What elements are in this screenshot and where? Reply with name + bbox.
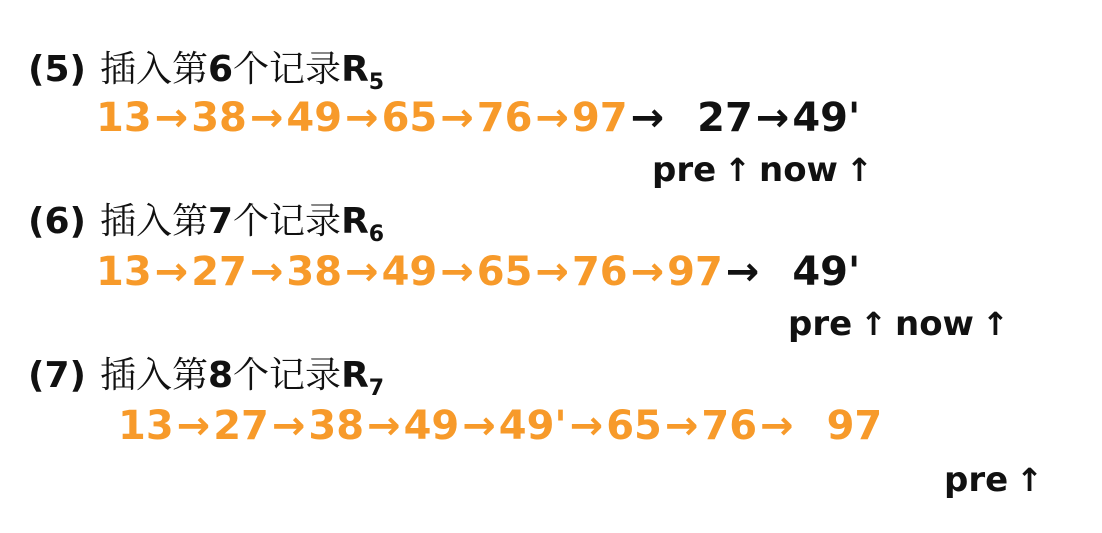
- step-6-label-prefix: 插入第: [99, 201, 208, 242]
- up-arrow-icon: ↑: [1016, 461, 1043, 499]
- step-5-label-num: 6: [207, 49, 234, 90]
- step-6-record: R: [341, 201, 369, 242]
- link-arrow-icon: →: [664, 403, 699, 449]
- list-item: 65: [381, 95, 438, 141]
- up-arrow-icon: ↑: [845, 151, 873, 189]
- list-item: 38: [191, 95, 247, 141]
- up-arrow-icon: ↑: [860, 305, 887, 343]
- link-arrow-icon: →: [725, 249, 760, 295]
- list-item: 13: [118, 403, 174, 449]
- step-5-index: (5): [28, 49, 86, 90]
- step-7-label-suffix: 个记录: [233, 355, 342, 396]
- link-arrow-icon: →: [440, 249, 474, 295]
- list-item: 97: [667, 249, 723, 295]
- step-6-chain: [96, 248, 860, 296]
- link-arrow-icon: →: [176, 403, 211, 449]
- list-item-pending: 27: [697, 95, 753, 141]
- link-arrow-icon: →: [535, 249, 569, 295]
- step-6-index: (6): [28, 201, 86, 242]
- list-item-pending: 49': [792, 249, 861, 295]
- step-6-label-suffix: 个记录: [233, 201, 342, 242]
- list-item: 97: [571, 95, 628, 141]
- list-item: 49: [286, 95, 343, 141]
- list-item: 65: [476, 249, 533, 295]
- step-5-pointers: [652, 150, 881, 190]
- up-arrow-icon: ↑: [981, 305, 1009, 343]
- step-7-label-num: 8: [207, 355, 234, 396]
- list-item: 65: [606, 403, 662, 449]
- pre-pointer-label: pre: [944, 460, 1009, 500]
- link-arrow-icon: →: [462, 403, 496, 449]
- now-pointer-label: now: [894, 304, 974, 344]
- list-item: 38: [308, 403, 365, 449]
- list-item: 76: [476, 95, 533, 141]
- step-5-record: R: [341, 49, 369, 90]
- list-item: 49: [381, 249, 438, 295]
- step-7-pointers: [944, 460, 1051, 500]
- link-arrow-icon: →: [630, 249, 665, 295]
- link-arrow-icon: →: [249, 249, 284, 295]
- step-5-chain: [96, 94, 860, 142]
- step-7-label-prefix: 插入第: [99, 355, 208, 396]
- up-arrow-icon: ↑: [724, 151, 751, 189]
- step-5-record-sub: 5: [368, 70, 385, 95]
- list-item: 76: [571, 249, 628, 295]
- pre-pointer-label: pre: [652, 150, 717, 190]
- link-arrow-icon: →: [271, 403, 306, 449]
- link-arrow-icon: →: [569, 403, 604, 449]
- list-item: 27: [213, 403, 269, 449]
- link-arrow-icon: →: [630, 95, 665, 141]
- list-item: 97: [826, 403, 883, 449]
- list-item: 13: [96, 95, 152, 141]
- list-item: 38: [286, 249, 343, 295]
- list-item: 13: [96, 249, 152, 295]
- step-7-index: (7): [28, 355, 86, 396]
- list-item-pending: 49': [792, 95, 861, 141]
- link-arrow-icon: →: [760, 403, 794, 449]
- link-arrow-icon: →: [249, 95, 284, 141]
- list-item: 49: [403, 403, 460, 449]
- now-pointer-label: now: [758, 150, 838, 190]
- list-item: 49': [498, 403, 567, 449]
- step-7-record: R: [341, 355, 369, 396]
- link-arrow-icon: →: [440, 95, 474, 141]
- link-arrow-icon: →: [345, 249, 379, 295]
- step-7-chain: [118, 402, 882, 450]
- step-6-pointers: [788, 304, 1017, 344]
- link-arrow-icon: →: [345, 95, 379, 141]
- link-arrow-icon: →: [154, 249, 189, 295]
- pre-pointer-label: pre: [788, 304, 853, 344]
- step-6-label-num: 7: [207, 201, 234, 242]
- link-arrow-icon: →: [367, 403, 401, 449]
- step-5-label-suffix: 个记录: [233, 49, 342, 90]
- link-arrow-icon: →: [154, 95, 189, 141]
- step-7-record-sub: 7: [368, 376, 385, 401]
- link-arrow-icon: →: [755, 95, 790, 141]
- step-5-label-prefix: 插入第: [99, 49, 208, 90]
- step-6-record-sub: 6: [368, 222, 385, 247]
- link-arrow-icon: →: [535, 95, 569, 141]
- list-item: 27: [191, 249, 247, 295]
- list-item: 76: [701, 403, 758, 449]
